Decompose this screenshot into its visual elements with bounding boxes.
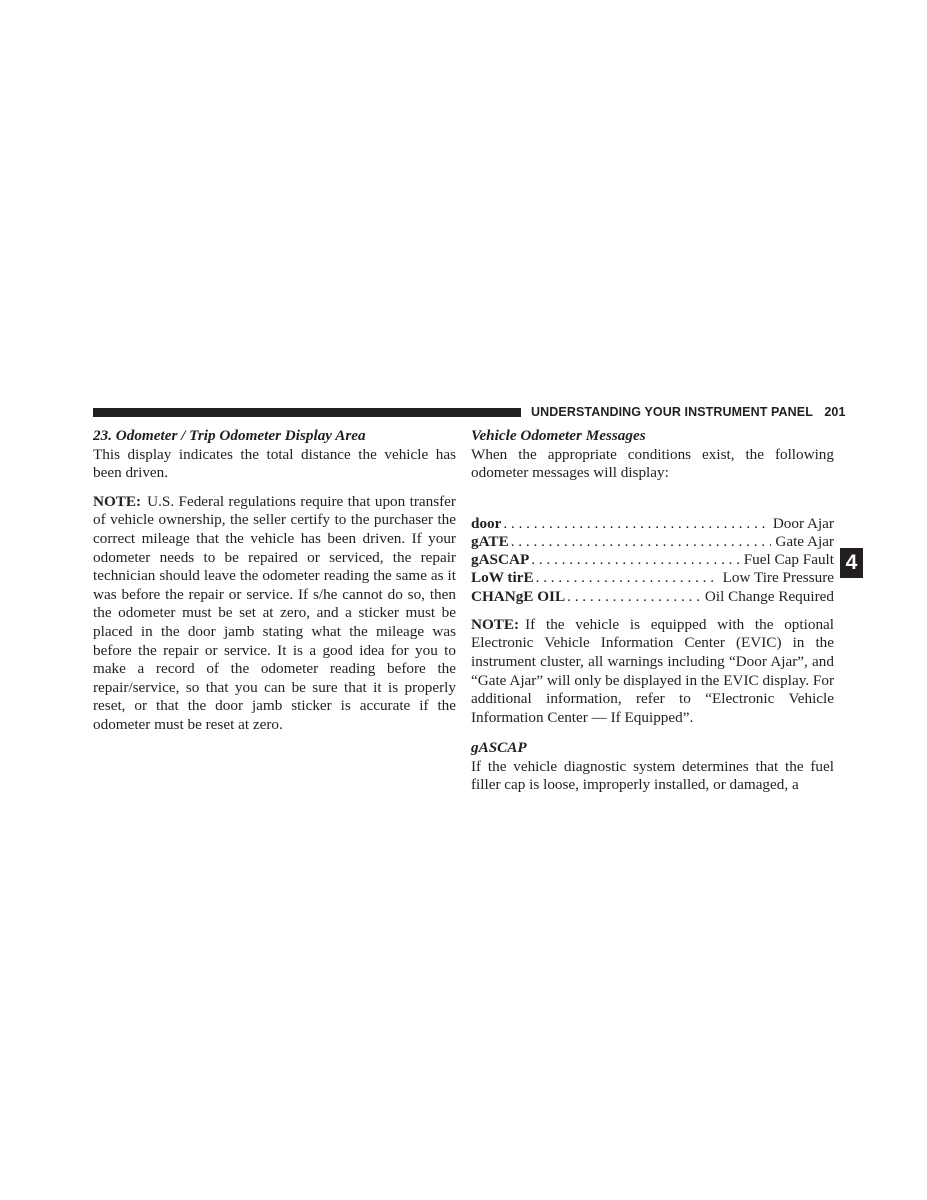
message-code: gATE	[471, 532, 509, 550]
list-item	[471, 588, 834, 606]
message-description: Oil Change Required	[704, 587, 834, 605]
evic-note	[471, 616, 834, 728]
page-number: 201	[824, 405, 846, 419]
gascap-text: If the vehicle diagnostic system determines that the fuel filler cap is loose, improperly installed, or damaged, a	[471, 757, 834, 794]
odometer-intro: This display indicates the total distance the vehicle has been driven.	[93, 445, 456, 482]
leader-dots	[567, 588, 701, 607]
running-header	[531, 405, 846, 419]
message-code: door	[471, 514, 502, 532]
note-text: If the vehicle is equipped with the optional Electronic Vehicle Information Center (EVIC) in the instrument cluster, all warnings including “Door Ajar”, and “Gate Ajar” will only be displayed in the EVIC display. For additional information, refer to “Electronic Vehicle Information Center — If Equipped”.	[471, 615, 835, 726]
note-label: NOTE:	[471, 615, 520, 633]
message-description: Door Ajar	[772, 514, 834, 532]
odometer-note	[93, 493, 456, 735]
message-description: Low Tire Pressure	[722, 569, 834, 587]
message-code: LoW tirE	[471, 569, 534, 587]
note-label: NOTE:	[93, 492, 142, 510]
list-item	[471, 569, 834, 587]
messages-heading: Vehicle Odometer Messages	[471, 427, 646, 444]
list-item	[471, 533, 834, 551]
section-title: UNDERSTANDING YOUR INSTRUMENT PANEL	[531, 405, 813, 419]
chapter-tab: 4	[840, 548, 863, 578]
message-description: Fuel Cap Fault	[743, 551, 834, 569]
leader-dots	[531, 551, 739, 570]
odometer-heading: 23. Odometer / Trip Odometer Display Area	[93, 427, 366, 444]
message-description: Gate Ajar	[775, 532, 834, 550]
message-code: gASCAP	[471, 551, 530, 569]
header-rule	[93, 408, 521, 417]
list-item	[471, 551, 834, 569]
leader-dots	[536, 569, 719, 588]
note-text: U.S. Federal regulations require that upon transfer of vehicle ownership, the seller certify to the purchaser the correct mileage that the vehicle has been driven. If your odometer needs to be repaired or serviced, the repair technician should leave the odometer reading the same as it was before the repair or service. If s/he cannot do so, then the odometer must be set at zero, and a sticker must be placed in the door jamb stating what the mileage was before the repair or service. It is a good idea for you to make a record of the odometer reading before the repair/service, so that you can be sure that it is properly reset, or that the door jamb sticker is accurate if the odometer must be reset at zero.	[93, 492, 456, 733]
messages-intro: When the appropriate conditions exist, the following odometer messages will display:	[471, 445, 834, 482]
leader-dots	[511, 533, 772, 552]
left-column	[93, 427, 456, 735]
message-list	[471, 515, 834, 606]
leader-dots	[503, 515, 768, 534]
gascap-heading: gASCAP	[471, 739, 527, 757]
message-code: CHANgE OIL	[471, 587, 566, 605]
list-item	[471, 515, 834, 533]
right-column	[471, 427, 834, 795]
